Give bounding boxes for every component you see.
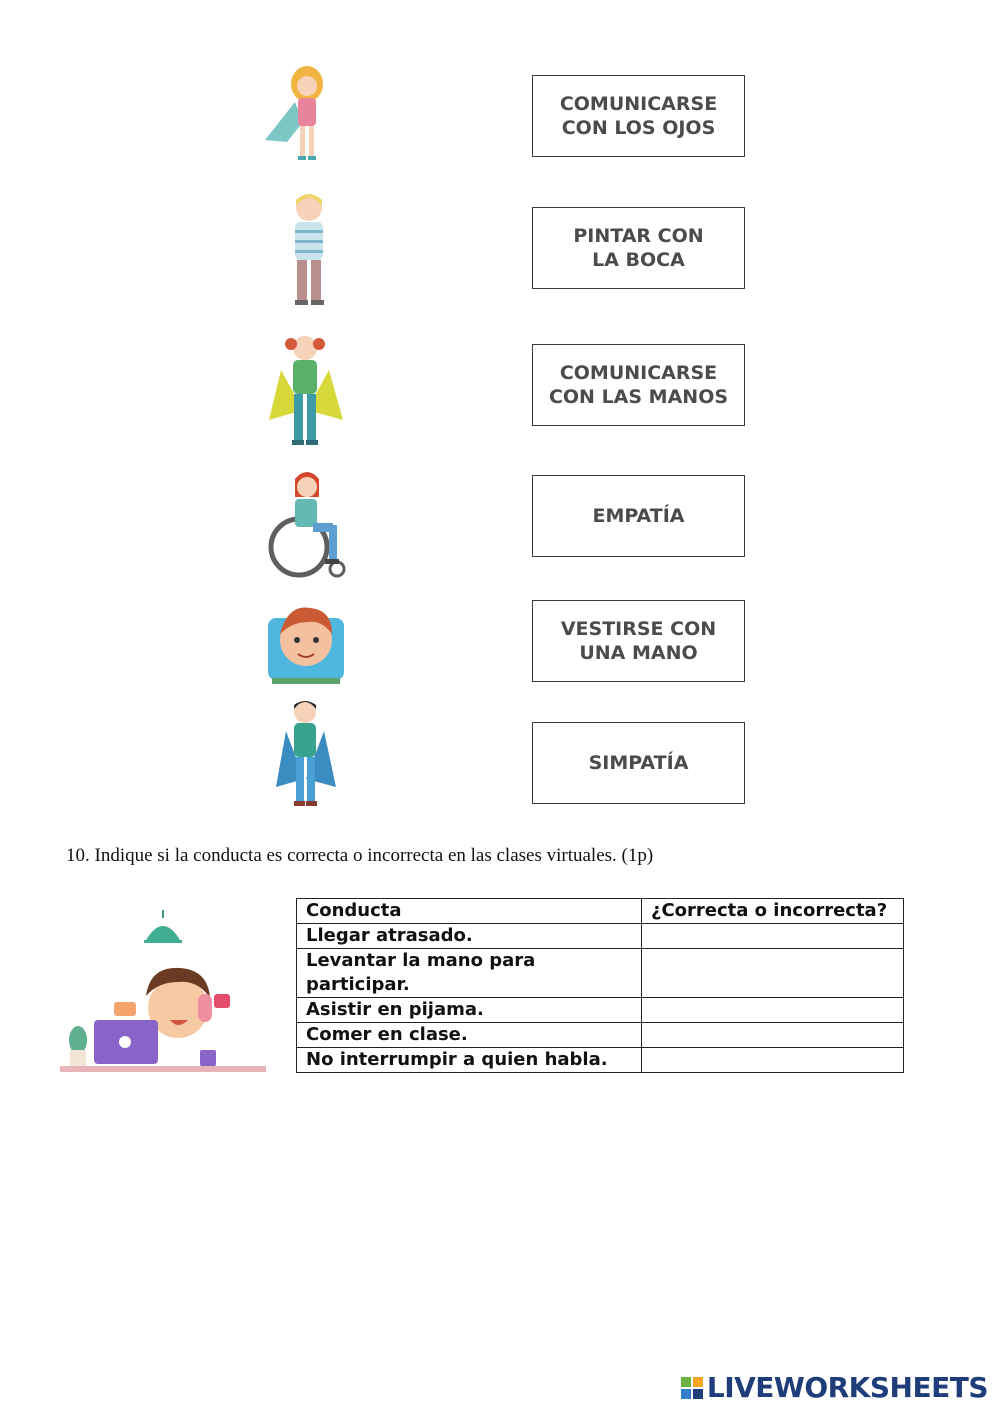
behavior-table — [296, 898, 904, 1073]
table-row — [297, 924, 904, 949]
virtual-class-illustration — [58, 910, 268, 1075]
answer-cell[interactable] — [642, 924, 904, 949]
liveworksheets-logo-icon — [681, 1377, 703, 1399]
character-girl-cape-image — [255, 62, 360, 172]
option-box-3[interactable]: COMUNICARSE CON LAS MANOS — [532, 344, 745, 426]
behavior-cell: Asistir en pijama. — [297, 998, 642, 1023]
table-row — [297, 1023, 904, 1048]
answer-cell[interactable] — [642, 1048, 904, 1073]
behavior-cell: Levantar la mano para participar. — [297, 949, 642, 998]
header-conducta: Conducta — [297, 899, 642, 924]
option-box-4[interactable]: EMPATÍA — [532, 475, 745, 557]
logo-square — [681, 1377, 691, 1387]
option-box-6[interactable]: SIMPATÍA — [532, 722, 745, 804]
character-boy-striped-image — [275, 190, 345, 315]
character-boy-blue-cape-image — [270, 695, 340, 813]
option-box-1[interactable]: COMUNICARSE CON LOS OJOS — [532, 75, 745, 157]
answer-cell[interactable] — [642, 949, 904, 998]
brand-name: LIVEWORKSHEETS — [706, 1371, 988, 1404]
answer-cell[interactable] — [642, 1023, 904, 1048]
option-box-2[interactable]: PINTAR CON LA BOCA — [532, 207, 745, 289]
character-boy-pillow-image — [262, 598, 350, 688]
logo-square — [681, 1389, 691, 1399]
table-header-row — [297, 899, 904, 924]
header-correcta: ¿Correcta o incorrecta? — [642, 899, 904, 924]
logo-square — [693, 1377, 703, 1387]
character-girl-pigtails-image — [263, 330, 348, 452]
logo-square — [693, 1389, 703, 1399]
option-box-5[interactable]: VESTIRSE CON UNA MANO — [532, 600, 745, 682]
character-girl-wheelchair-image — [265, 465, 355, 583]
behavior-cell: Llegar atrasado. — [297, 924, 642, 949]
behavior-cell: Comer en clase. — [297, 1023, 642, 1048]
table-row — [297, 998, 904, 1023]
table-row — [297, 1048, 904, 1073]
table-row — [297, 949, 904, 998]
question-10-text: 10. Indique si la conducta es correcta o incorrecta en las clases virtuales. (1p) — [66, 845, 654, 866]
liveworksheets-logo — [681, 1371, 988, 1404]
behavior-cell: No interrumpir a quien habla. — [297, 1048, 642, 1073]
answer-cell[interactable] — [642, 998, 904, 1023]
